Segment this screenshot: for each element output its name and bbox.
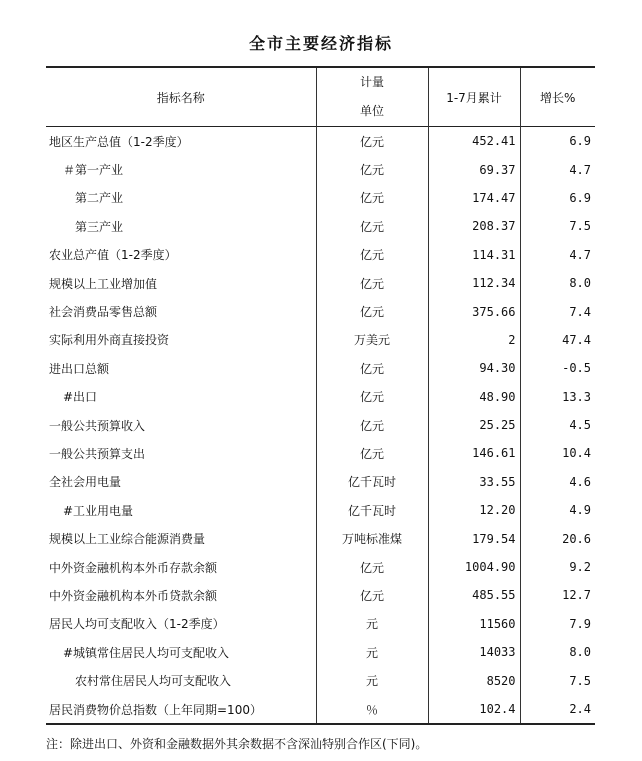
unit-cell: 万美元 (316, 326, 428, 354)
cumulative-value-cell: 2 (428, 326, 520, 354)
unit-cell: 万吨标准煤 (316, 524, 428, 552)
unit-cell: 亿元 (316, 354, 428, 382)
table-row (46, 411, 595, 439)
unit-cell: 元 (316, 638, 428, 666)
table-row (46, 354, 595, 382)
unit-cell: 元 (316, 666, 428, 694)
growth-cell: 4.6 (520, 468, 595, 496)
unit-cell: 亿元 (316, 241, 428, 269)
indicator-name-cell: 地区生产总值（1-2季度） (49, 134, 189, 149)
table-row (46, 241, 595, 269)
cumulative-value-cell: 25.25 (428, 411, 520, 439)
cumulative-value-cell: 12.20 (428, 496, 520, 524)
cumulative-value-cell: 94.30 (428, 354, 520, 382)
indicator-name-cell: ＃第一产业 (63, 163, 124, 178)
unit-cell: 亿元 (316, 411, 428, 439)
cumulative-value-cell: 174.47 (428, 184, 520, 212)
cumulative-value-cell: 8520 (428, 666, 520, 694)
unit-cell: ％ (316, 695, 428, 724)
growth-cell: 4.7 (520, 155, 595, 183)
indicator-name-cell: 第二产业 (75, 191, 124, 206)
cumulative-value-cell: 146.61 (428, 439, 520, 467)
indicator-name-cell: 第三产业 (75, 219, 124, 234)
unit-cell: 亿元 (316, 439, 428, 467)
indicator-name-cell: #工业用电量 (63, 503, 134, 518)
cumulative-value-cell: 114.31 (428, 241, 520, 269)
cumulative-value-cell: 11560 (428, 610, 520, 638)
cumulative-value-cell: 1004.90 (428, 553, 520, 581)
table-row (46, 581, 595, 609)
indicator-name-cell: 规模以上工业增加值 (49, 276, 158, 291)
unit-cell: 亿元 (316, 581, 428, 609)
header-unit-line2: 单位 (359, 104, 384, 118)
table-row (46, 666, 595, 694)
table-row (46, 610, 595, 638)
growth-cell: 12.7 (520, 581, 595, 609)
unit-cell: 亿千瓦时 (316, 496, 428, 524)
table-row (46, 439, 595, 467)
table-row (46, 524, 595, 552)
growth-cell: 7.5 (520, 666, 595, 694)
growth-cell: 20.6 (520, 524, 595, 552)
growth-cell: 4.9 (520, 496, 595, 524)
growth-cell: 9.2 (520, 553, 595, 581)
cumulative-value-cell: 208.37 (428, 212, 520, 240)
growth-cell: 7.5 (520, 212, 595, 240)
indicator-name-cell: 一般公共预算收入 (49, 418, 146, 433)
unit-cell: 元 (316, 610, 428, 638)
table-row (46, 326, 595, 354)
table-row (46, 269, 595, 297)
growth-cell: 8.0 (520, 269, 595, 297)
cumulative-value-cell: 14033 (428, 638, 520, 666)
growth-cell: -0.5 (520, 354, 595, 382)
indicators-table (46, 66, 595, 725)
cumulative-value-cell: 485.55 (428, 581, 520, 609)
cumulative-value-cell: 112.34 (428, 269, 520, 297)
indicator-name-cell: 农村常住居民人均可支配收入 (75, 674, 232, 689)
growth-cell: 7.4 (520, 297, 595, 325)
unit-cell: 亿元 (316, 383, 428, 411)
unit-cell: 亿元 (316, 127, 428, 156)
cumulative-value-cell: 452.41 (428, 127, 520, 156)
indicator-name-cell: 居民消费物价总指数（上年同期=100） (49, 702, 262, 717)
unit-cell: 亿元 (316, 553, 428, 581)
indicator-name-cell: 农业总产值（1-2季度） (49, 248, 177, 263)
table-header-row (46, 67, 595, 127)
indicator-name-cell: 规模以上工业综合能源消费量 (49, 532, 206, 547)
indicator-name-cell: 一般公共预算支出 (49, 446, 146, 461)
table-row (46, 553, 595, 581)
page-title: 全市主要经济指标 (248, 34, 393, 53)
table-row (46, 297, 595, 325)
growth-cell: 47.4 (520, 326, 595, 354)
table-row (46, 184, 595, 212)
indicator-name-cell: 中外资金融机构本外币贷款余额 (49, 588, 218, 603)
growth-cell: 6.9 (520, 184, 595, 212)
unit-cell: 亿元 (316, 212, 428, 240)
growth-cell: 4.5 (520, 411, 595, 439)
indicator-name-cell: 实际利用外商直接投资 (49, 333, 170, 348)
growth-cell: 13.3 (520, 383, 595, 411)
table-row (46, 496, 595, 524)
cumulative-value-cell: 48.90 (428, 383, 520, 411)
cumulative-value-cell: 102.4 (428, 695, 520, 724)
indicator-name-cell: 居民人均可支配收入（1-2季度） (49, 617, 225, 632)
table-row (46, 155, 595, 183)
table-row (46, 127, 595, 156)
indicator-name-cell: #出口 (63, 390, 98, 405)
growth-cell: 4.7 (520, 241, 595, 269)
indicator-name-cell: 社会消费品零售总额 (49, 305, 158, 320)
growth-cell: 10.4 (520, 439, 595, 467)
header-cumulative-value: 1-7月累计 (428, 67, 520, 127)
table-row (46, 468, 595, 496)
table-row (46, 212, 595, 240)
growth-cell: 7.9 (520, 610, 595, 638)
growth-cell: 2.4 (520, 695, 595, 724)
header-unit-line1: 计量 (359, 75, 384, 89)
unit-cell: 亿元 (316, 269, 428, 297)
table-row (46, 383, 595, 411)
indicator-name-cell: 中外资金融机构本外币存款余额 (49, 560, 218, 575)
growth-cell: 8.0 (520, 638, 595, 666)
unit-cell: 亿千瓦时 (316, 468, 428, 496)
table-row (46, 638, 595, 666)
indicator-name-cell: #城镇常住居民人均可支配收入 (63, 645, 230, 660)
unit-cell: 亿元 (316, 297, 428, 325)
table-row (46, 695, 595, 724)
cumulative-value-cell: 179.54 (428, 524, 520, 552)
indicator-name-cell: 全社会用电量 (49, 475, 122, 490)
cumulative-value-cell: 69.37 (428, 155, 520, 183)
unit-cell: 亿元 (316, 155, 428, 183)
cumulative-value-cell: 33.55 (428, 468, 520, 496)
growth-cell: 6.9 (520, 127, 595, 156)
cumulative-value-cell: 375.66 (428, 297, 520, 325)
indicator-name-cell: 进出口总额 (49, 361, 110, 376)
header-growth: 增长% (520, 67, 595, 127)
header-indicator-name: 指标名称 (156, 90, 205, 105)
footnote: 注：除进出口、外资和金融数据外其余数据不含深汕特别合作区(下同)。 (46, 737, 428, 751)
unit-cell: 亿元 (316, 184, 428, 212)
header-unit (316, 67, 428, 127)
